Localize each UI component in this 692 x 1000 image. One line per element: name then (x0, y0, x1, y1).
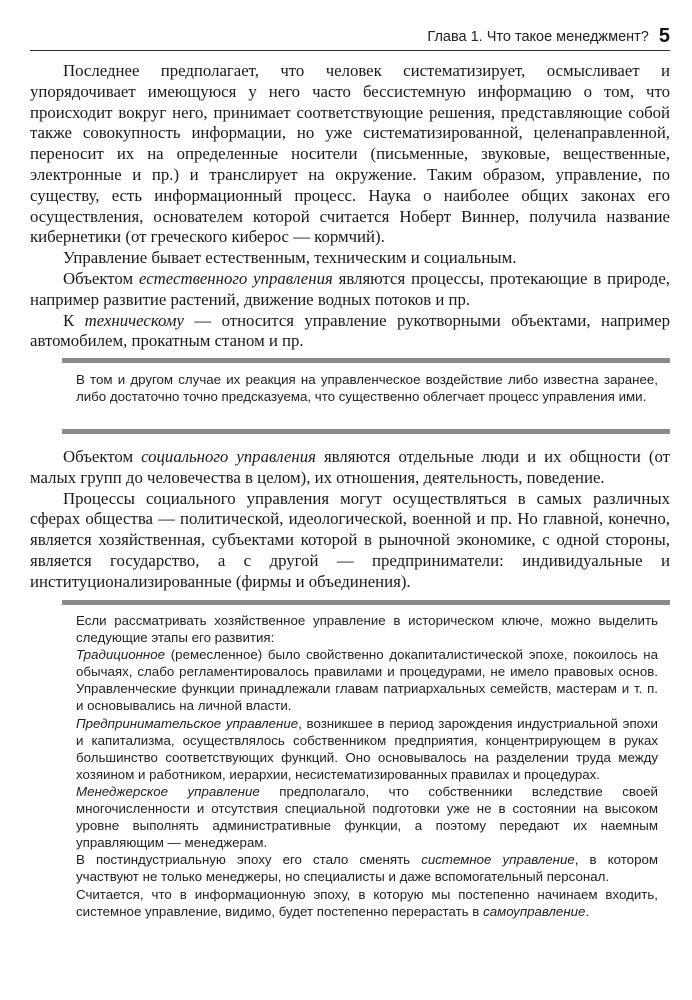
note-text: В том и другом случае их реакция на управленческое воздействие либо известна заранее, либо достаточно точно предсказуема, что существенно облегчает процесс управления ими. (76, 372, 658, 405)
header-rule (30, 50, 670, 51)
note-paragraph (76, 851, 658, 885)
emphasis-term: системное управление (421, 852, 575, 868)
note-paragraph (76, 715, 658, 783)
body-text-block-2 (30, 447, 670, 593)
emphasis-term: Традиционное (76, 647, 166, 663)
paragraph-text: — относится управление рукотворными объектами, например автомобилем, прокатным станом и пр. (30, 310, 671, 351)
note-text: , возникшее в период зарождения индустриальной эпохи и капитализма, осуществлялось собственником предприятия, концентрирующем в руках большинство соответствующих функций. Оно основывалось на разделении труда между хозяином и работником, иерархии, несистематизированных правилах и процедурах. (76, 715, 658, 782)
note-paragraph: Если рассматривать хозяйственное управление в историческом ключе, можно выделить следующие этапы его развития: (76, 613, 658, 646)
paragraph (30, 311, 670, 353)
note-text: . (585, 903, 590, 919)
paragraph (30, 447, 670, 489)
emphasis-term: самоуправление (483, 903, 586, 919)
paragraph: Последнее предполагает, что человек систематизирует, осмысливает и упорядочивает имеющуюся у него часто бессистемную информацию о том, что происходит вокруг него, принимает соответствующие решения, представляющие собой также совокупность информации, но уже систематизированной, целенаправленной, переносит их на определенные носители (письменные, звуковые, вещественные, электронные и пр.) и транслирует на окружение. Таким образом, управление, по существу, есть информационный процесс. Наука о наиболее общих законах его осуществления, основателем которой считается Ноберт Виннер, получила название кибернетики (от греческого киберос — кормчий). (30, 61, 670, 247)
page-number: 5 (658, 25, 670, 47)
note-text: предполагало, что собственники вследствие своей многочисленности и отсутствия специальной подготовки уже не в состоянии на высоком уровне выполнять административные функции, а поэтому передают их наемным управляющим — менеджерам. (76, 783, 658, 851)
emphasis-term: Предпринимательское управление (76, 715, 299, 731)
emphasis-term: Менеджерское управление (76, 783, 260, 799)
note-text: В постиндустриальную эпоху его стало сменять (76, 852, 422, 868)
paragraph (30, 248, 670, 269)
note-text: , в котором участвуют не только менеджеры, но специалисты и даже вспомогательный персонал. (76, 852, 659, 885)
note-top-bar (62, 600, 670, 605)
chapter-title: Глава 1. Что такое менеджмент? (427, 29, 649, 45)
note-box-2 (76, 612, 658, 920)
note-text: (ремесленное) было свойственно докапиталистической эпохе, покоилось на обычаях, слабо регламентировалось правилами и процедурами, не имело правовых основ. Управленческие функции принадлежали главам патриархальных семейств, мастерам и т. п. и основывались на личной власти. (76, 647, 658, 714)
body-text-block-1 (30, 61, 670, 352)
emphasis-term: социального управления (141, 447, 316, 466)
running-header (30, 18, 670, 48)
paragraph-text: являются отдельные люди и их общности (от малых групп до человечества в целом), их отношения, деятельность, поведение. (30, 447, 671, 487)
note-paragraph (76, 886, 658, 920)
paragraph: Процессы социального управления могут осуществляться в самых различных сферах общества — политической, идеологической, военной и пр. Но главной, конечно, является хозяйственная, субъектами которой в рыночной экономике, с одной стороны, является государство, а с другой — предприниматели: индивидуальные и институционализированные (фирмы и объединения). (30, 488, 670, 591)
paragraph-text: Управление бывает естественным, техническим и социальным. (63, 248, 517, 268)
paragraph-text: Объектом (63, 447, 142, 466)
paragraph-text: Объектом (63, 268, 139, 288)
paragraph-text: являются процессы, протекающие в природе, например развитие растений, движение водных потоков и пр. (30, 268, 670, 309)
note-top-bar (62, 358, 670, 363)
note-paragraph (76, 783, 658, 851)
note-bottom-bar (62, 429, 670, 434)
note-box-1 (76, 371, 658, 405)
emphasis-term: техническому (84, 310, 184, 330)
emphasis-term: естественного управления (138, 268, 333, 288)
note-paragraph (76, 646, 658, 714)
note-text: Считается, что в информационную эпоху, в которую мы постепенно начинаем входить, системное управление, видимо, будет постепенно перерастать в (76, 886, 658, 919)
paragraph-text: К (63, 310, 85, 330)
paragraph (30, 269, 670, 311)
